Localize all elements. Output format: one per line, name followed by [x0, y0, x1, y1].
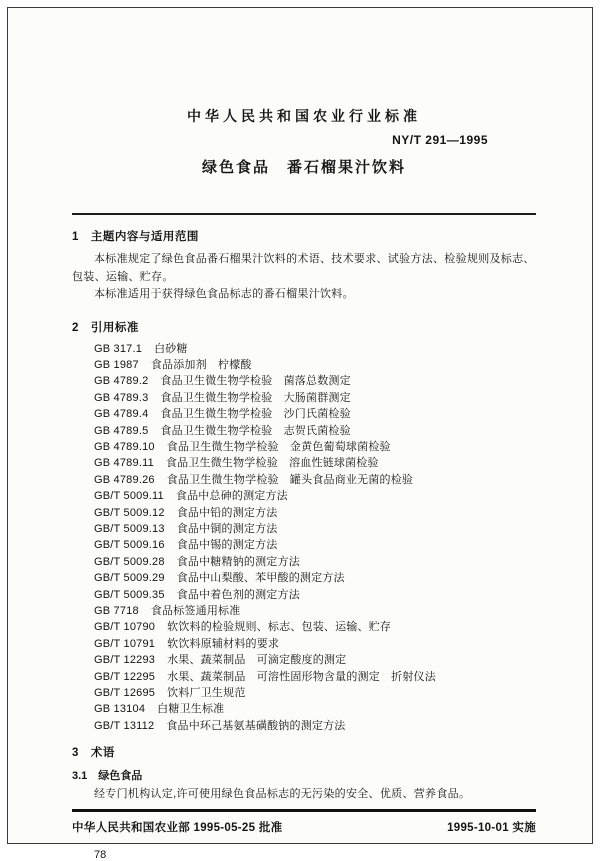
- header-divider: [72, 213, 536, 215]
- reference-code: GB 13104: [94, 703, 146, 716]
- standard-number: NY/T 291—1995: [392, 133, 488, 147]
- reference-title: 食品卫生微生物学检验 大肠菌群测定: [160, 391, 351, 404]
- reference-title: 白糖卫生标准: [157, 703, 225, 716]
- reference-code: GB/T 5009.11: [94, 490, 164, 503]
- reference-title: 白砂糖: [154, 342, 188, 355]
- reference-item: [94, 521, 536, 537]
- reference-title: 食品标签通用标准: [150, 605, 241, 617]
- reference-title: 食品卫生微生物学检验 菌落总数测定: [160, 375, 351, 388]
- reference-title: 食品卫生微生物学检验 溶血性链球菌检验: [165, 457, 379, 470]
- reference-code: GB/T 5009.28: [94, 555, 165, 568]
- reference-code: GB 4789.10: [94, 440, 155, 453]
- reference-item: [94, 669, 536, 685]
- reference-item: [94, 587, 536, 603]
- section-scope-heading: 1 主题内容与适用范围: [72, 231, 199, 243]
- reference-item: [94, 357, 536, 373]
- reference-item: [94, 488, 536, 504]
- reference-list: [94, 341, 536, 735]
- reference-title: 食品卫生微生物学检验 金黄色葡萄球菌检验: [166, 440, 391, 453]
- reference-code: GB 4789.11: [94, 457, 154, 470]
- terms-subheading: 3.1 绿色食品: [72, 770, 143, 783]
- reference-code: GB/T 5009.16: [94, 539, 165, 552]
- reference-code: GB/T 5009.29: [94, 572, 165, 585]
- reference-item: [94, 472, 536, 488]
- reference-title: 食品添加剂 柠檬酸: [150, 358, 252, 371]
- reference-code: GB 4789.5: [94, 424, 149, 437]
- reference-code: GB/T 5009.35: [94, 588, 165, 601]
- reference-code: GB 4789.4: [94, 408, 149, 421]
- reference-item: [94, 390, 536, 406]
- reference-title: 水果、蔬菜制品 可滴定酸度的测定: [167, 654, 347, 667]
- reference-title: 食品中环己基氨基磺酸钠的测定方法: [166, 719, 346, 732]
- reference-title: 食品中铅的测定方法: [176, 506, 278, 519]
- section-references-heading: 2 引用标准: [72, 321, 139, 334]
- reference-title: 食品中总砷的测定方法: [175, 490, 288, 503]
- reference-title: 食品中锡的测定方法: [176, 539, 278, 552]
- reference-title: 食品中铜的测定方法: [176, 522, 278, 535]
- reference-item: [94, 455, 536, 471]
- implementation-text: 1995-10-01 实施: [447, 821, 536, 834]
- reference-item: [94, 652, 536, 668]
- reference-code: GB/T 10790: [94, 621, 156, 634]
- reference-code: GB 4789.3: [94, 391, 149, 404]
- reference-code: GB/T 5009.13: [94, 522, 165, 535]
- reference-title: 软饮料的检验规则、标志、包装、运输、贮存: [167, 621, 392, 634]
- reference-item: [94, 718, 536, 734]
- reference-item: [94, 423, 536, 439]
- reference-title: 食品中糖精钠的测定方法: [176, 555, 300, 568]
- document-page: [7, 7, 593, 861]
- reference-item: [94, 406, 536, 422]
- reference-item: [94, 619, 536, 635]
- reference-title: 水果、蔬菜制品 可溶性固形物含量的测定 折射仪法: [167, 670, 436, 683]
- reference-code: GB 317.1: [94, 342, 143, 355]
- reference-title: 食品卫生微生物学检验 罐头食品商业无菌的检验: [166, 473, 414, 486]
- footer-divider: [72, 809, 536, 812]
- reference-item: [94, 373, 536, 389]
- scope-paragraph-1: 本标准规定了绿色食品番石榴果汁饮料的术语、技术要求、试验方法、检验规则及标志、包装、运输、贮存。: [72, 253, 535, 283]
- reference-code: GB/T 12293: [94, 654, 156, 667]
- document-title: 绿色食品 番石榴果汁饮料: [201, 159, 406, 176]
- reference-item: [94, 685, 536, 701]
- approval-text: 中华人民共和国农业部 1995-05-25 批准: [72, 821, 283, 834]
- reference-title: 食品中山梨酸、苯甲酸的测定方法: [176, 572, 345, 585]
- reference-item: [94, 554, 536, 570]
- reference-code: GB/T 13112: [94, 719, 155, 732]
- reference-code: GB 4789.26: [94, 473, 155, 486]
- reference-code: GB 4789.2: [94, 375, 149, 388]
- reference-code: GB/T 5009.12: [94, 506, 165, 519]
- reference-title: 饮料厂卫生规范: [167, 687, 246, 700]
- page-content: [8, 106, 592, 861]
- reference-item: [94, 636, 536, 652]
- section-terms-heading: 3 术语: [72, 747, 115, 760]
- reference-title: 食品卫生微生物学检验 沙门氏菌检验: [160, 408, 351, 421]
- reference-item: [94, 505, 536, 521]
- reference-item: [94, 603, 536, 619]
- reference-code: GB/T 10791: [94, 637, 156, 650]
- scope-paragraph-2: 本标准适用于获得绿色食品标志的番石榴果汁饮料。: [94, 288, 354, 300]
- reference-title: 软饮料原辅材料的要求: [167, 637, 280, 650]
- reference-code: GB 7718: [94, 605, 139, 617]
- reference-item: [94, 701, 536, 717]
- standard-type-heading: 中华人民共和国农业行业标准: [187, 108, 421, 124]
- page-number: 78: [94, 848, 107, 861]
- reference-code: GB 1987: [94, 358, 139, 371]
- reference-code: GB/T 12295: [94, 670, 156, 683]
- terms-definition: 经专门机构认定,许可使用绿色食品标志的无污染的安全、优质、营养食品。: [94, 788, 471, 801]
- reference-title: 食品中着色剂的测定方法: [176, 588, 300, 601]
- reference-item: [94, 537, 536, 553]
- reference-item: [94, 341, 536, 357]
- reference-code: GB/T 12695: [94, 687, 156, 700]
- reference-item: [94, 439, 536, 455]
- reference-item: [94, 570, 536, 586]
- reference-title: 食品卫生微生物学检验 志贺氏菌检验: [160, 424, 351, 437]
- footer: [72, 819, 536, 835]
